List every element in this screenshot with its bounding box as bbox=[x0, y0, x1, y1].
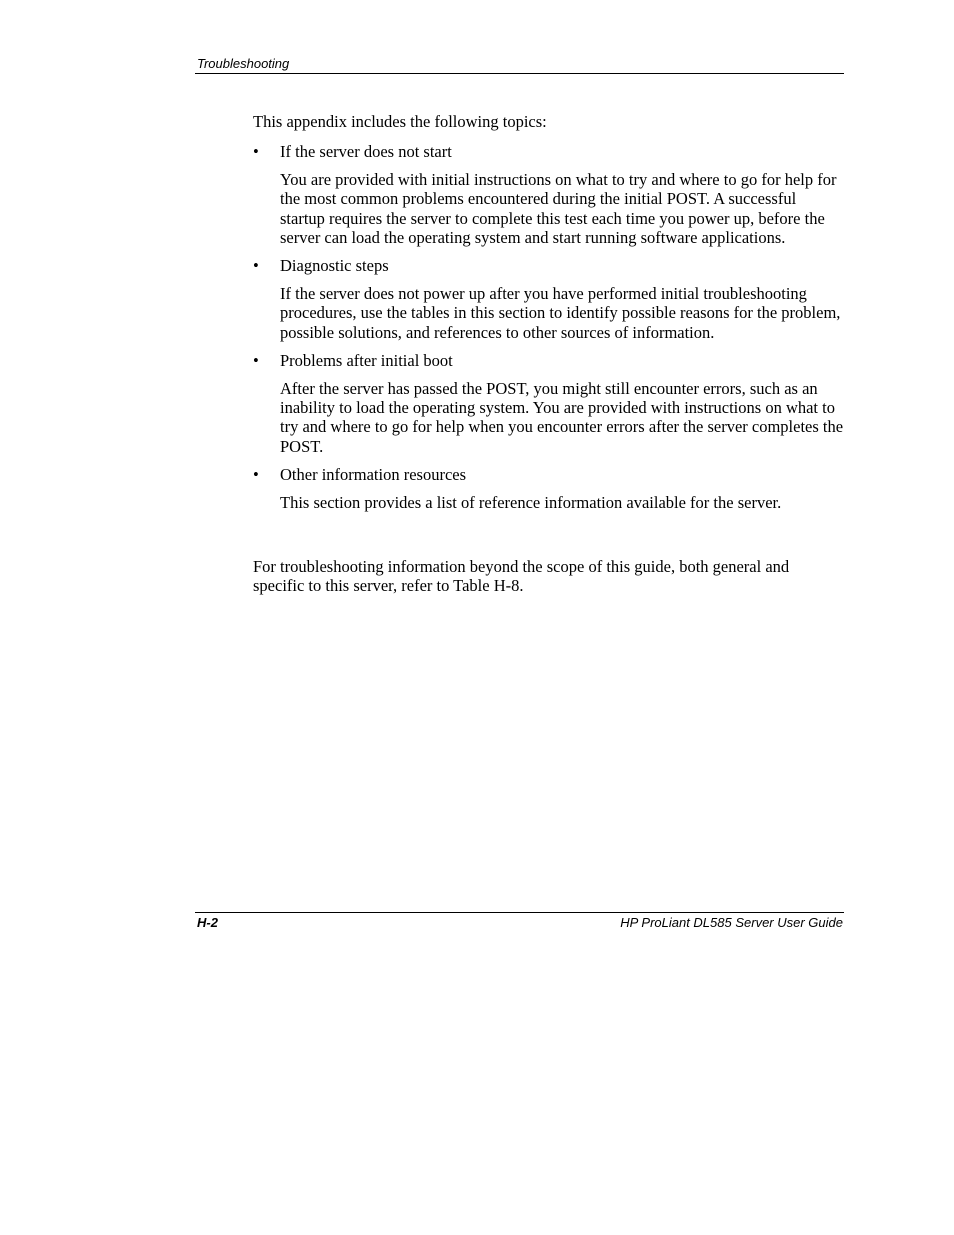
list-item bbox=[253, 142, 845, 247]
bullet-icon: • bbox=[253, 256, 259, 276]
topic-title: Problems after initial boot bbox=[280, 350, 453, 370]
closing-paragraph: For troubleshooting information beyond the scope of this guide, both general and specific to this server, refer to Table H-8. bbox=[253, 557, 790, 596]
bullet-icon: • bbox=[253, 350, 259, 370]
topic-title: Other information resources bbox=[280, 464, 467, 484]
guide-title: HP ProLiant DL585 Server User Guide bbox=[620, 915, 843, 930]
header-divider bbox=[195, 73, 844, 74]
intro-paragraph: This appendix includes the following topics: bbox=[253, 112, 547, 131]
running-header-title: Troubleshooting bbox=[197, 56, 290, 71]
bullet-icon: • bbox=[253, 464, 259, 484]
topic-description: After the server has passed the POST, you might still encounter errors, such as an inability to load the operating system. You are provided with instructions on what to try and where to go for help when you encounter errors after the server completes the POST. bbox=[280, 379, 844, 456]
list-item bbox=[253, 256, 845, 342]
bullet-icon: • bbox=[253, 142, 259, 161]
footer-divider bbox=[195, 912, 844, 913]
topic-title: Diagnostic steps bbox=[280, 256, 389, 276]
topic-list bbox=[253, 142, 845, 521]
topic-description: You are provided with initial instructions on what to try and where to go for help for the most common problems encountered during the initial POST. A successful startup requires the server to complete this test each time you power up, before the server can load the operating system and start running software applications. bbox=[280, 170, 837, 247]
topic-title: If the server does not start bbox=[280, 142, 452, 161]
topic-description: If the server does not power up after you have performed initial troubleshooting procedures, use the tables in this section to identify possible reasons for the problem, possible solutions, and references to other sources of information. bbox=[280, 284, 841, 342]
topic-description: This section provides a list of reference information available for the server. bbox=[280, 493, 782, 513]
list-item bbox=[253, 465, 845, 512]
page-number: H-2 bbox=[197, 915, 218, 930]
list-item bbox=[253, 351, 845, 456]
